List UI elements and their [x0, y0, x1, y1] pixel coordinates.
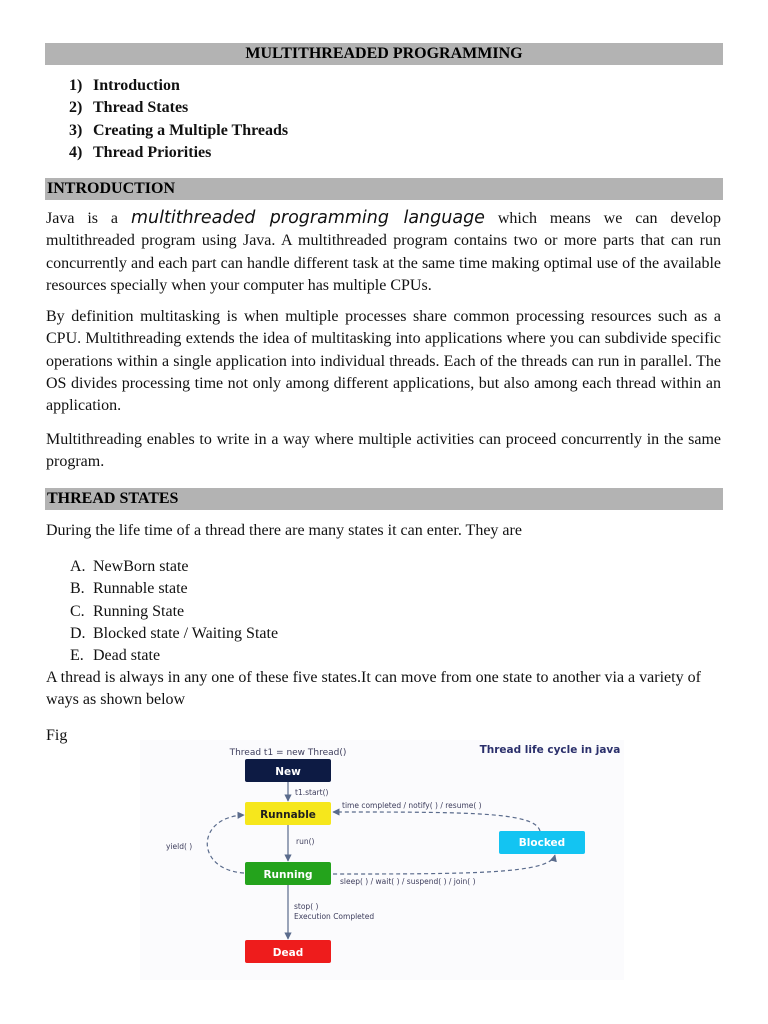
thread-states-outro: A thread is always in any one of these five states.It can move from one state to another via a variety of ways as shown below — [46, 669, 701, 709]
label-run: run() — [296, 837, 315, 846]
diagram-title: Thread life cycle in java — [479, 744, 621, 756]
toc-number: 3) — [69, 121, 83, 139]
intro-paragraph-3: Multithreading enables to write in a way where multiple activities can proceed concurrently in the same program. — [46, 431, 721, 471]
intro-paragraph-1 — [46, 207, 721, 297]
label-resume: time completed / notify( ) / resume( ) — [342, 801, 482, 810]
toc-number: 2) — [69, 99, 83, 117]
list-item — [70, 645, 278, 667]
toc-number: 1) — [69, 77, 83, 94]
state-dead-label: Dead — [272, 947, 304, 959]
list-letter: A. — [70, 558, 86, 575]
toc-item — [69, 142, 288, 164]
list-text: Runnable state — [93, 580, 188, 598]
list-letter: D. — [70, 624, 86, 642]
list-item — [70, 556, 278, 578]
thread-states-list — [70, 556, 278, 667]
list-item — [70, 578, 278, 600]
list-item — [70, 623, 278, 645]
state-new-label: New — [275, 766, 301, 778]
label-completed: Execution Completed — [294, 912, 375, 921]
label-yield: yield( ) — [166, 842, 193, 851]
intro-text-rest: which means we can develop multithreaded program using Java. A multithreaded program contains two or more parts that can run concurrently and each part can handle different task at the same time making optimal use of the available resources specially when your computer has multiple CPUs. — [46, 210, 722, 294]
toc-item — [69, 75, 288, 97]
label-sleep: sleep( ) / wait( ) / suspend( ) / join( ) — [340, 877, 476, 886]
thread-lifecycle-diagram — [140, 740, 624, 980]
toc-label: Thread States — [93, 99, 189, 117]
state-blocked-label: Blocked — [518, 837, 566, 849]
introduction-heading: INTRODUCTION — [45, 178, 723, 200]
intro-emphasis: multithreaded programming language — [130, 208, 485, 228]
toc-label: Thread Priorities — [93, 143, 212, 161]
toc-label: Introduction — [93, 77, 180, 94]
list-text: Blocked state / Waiting State — [93, 624, 279, 642]
state-running-label: Running — [263, 869, 313, 881]
intro-text-start: Java is a — [46, 210, 131, 227]
list-letter: E. — [70, 647, 84, 665]
list-letter: B. — [70, 580, 85, 598]
label-start: t1.start() — [295, 788, 329, 797]
toc-label: Creating a Multiple Threads — [93, 121, 289, 139]
list-text: Running State — [93, 602, 185, 620]
toc-item — [69, 97, 288, 119]
diagram-caption: Thread t1 = new Thread() — [229, 748, 347, 758]
toc-number: 4) — [69, 143, 83, 161]
state-runnable-label: Runnable — [260, 809, 316, 821]
figure-label: Fig — [46, 727, 68, 744]
list-text: Dead state — [93, 647, 161, 665]
list-letter: C. — [70, 602, 85, 620]
document-title: MULTITHREADED PROGRAMMING — [45, 43, 723, 65]
thread-states-heading: THREAD STATES — [45, 488, 723, 510]
toc-item — [69, 120, 288, 142]
label-stop: stop( ) — [294, 902, 319, 911]
list-text: NewBorn state — [93, 558, 189, 575]
table-of-contents — [69, 75, 288, 164]
intro-paragraph-2: By definition multitasking is when multiple processes share common processing resources such as a CPU. Multithreading extends the idea of multitasking into applications where you can subdivide specific operations within a single application into individual threads. Each of the threads can run in parallel. The OS divides processing time not only among different applications, but also among each thread within an application. — [46, 308, 721, 415]
lifecycle-svg — [140, 740, 624, 980]
thread-states-intro: During the life time of a thread there are many states it can enter. They are — [46, 522, 522, 539]
list-item — [70, 601, 278, 623]
